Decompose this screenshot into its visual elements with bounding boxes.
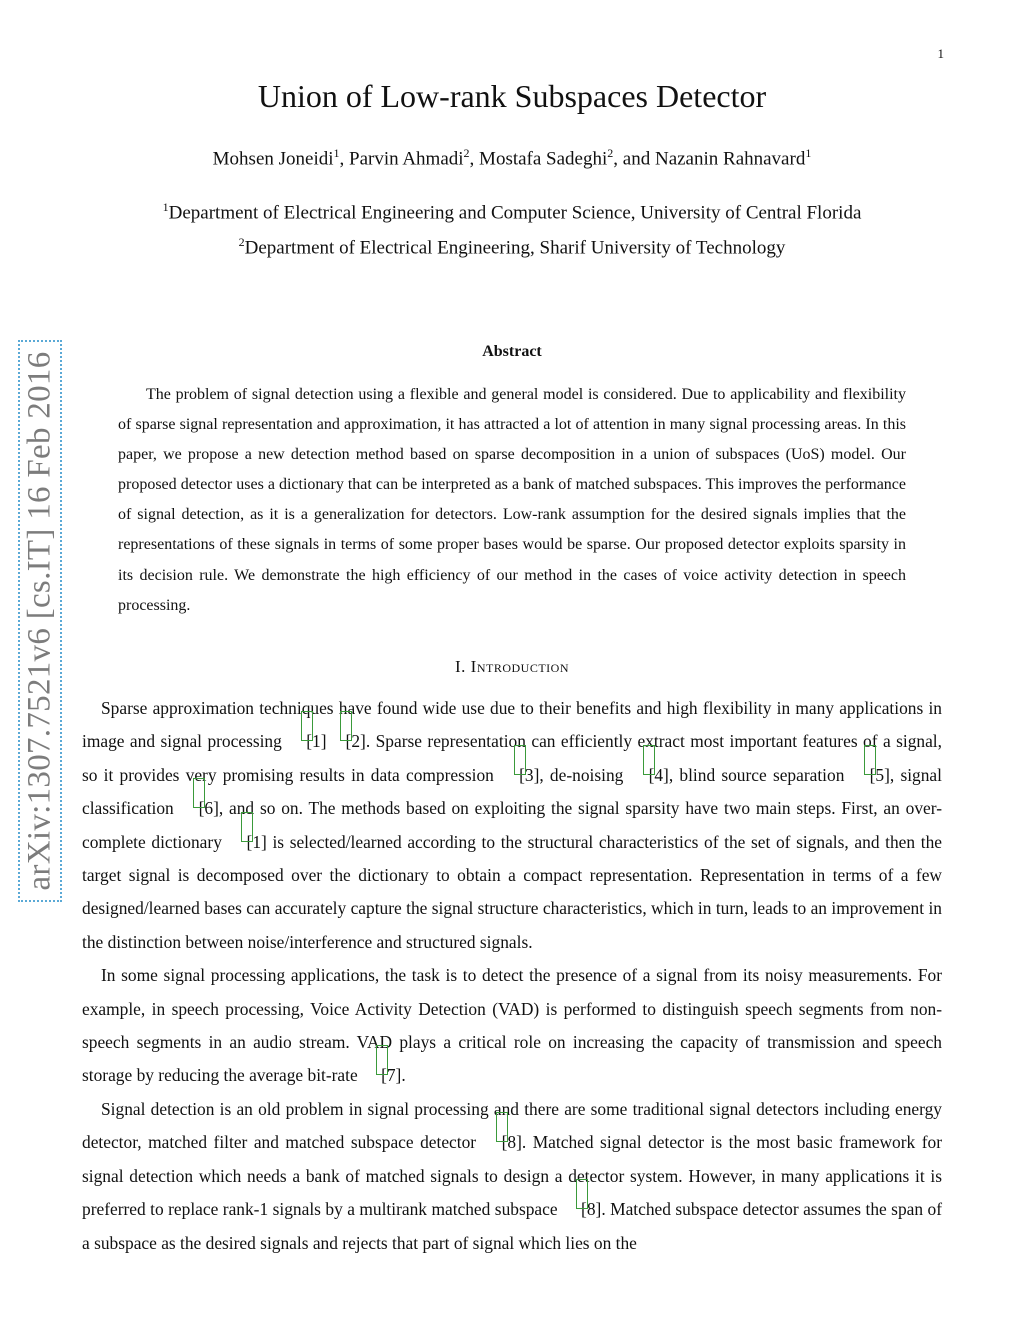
author-separator: ,: [339, 148, 350, 170]
citation-link-box: [643, 745, 655, 775]
citation-link[interactable]: [2]: [327, 725, 366, 758]
citation-link[interactable]: [3]: [500, 759, 539, 792]
author-name: Mostafa Sadeghi: [479, 148, 608, 170]
citation-link-box: [514, 745, 526, 775]
citation-link-box: [241, 812, 253, 842]
citation-link-box: [301, 711, 313, 741]
citation-link[interactable]: [1]: [287, 725, 326, 758]
author-name: Nazanin Rahnavard: [654, 148, 806, 170]
citation-link-box: [340, 711, 352, 741]
introduction-paragraph: [82, 692, 942, 959]
author-list: [0, 146, 1024, 170]
author-affiliation-marker: 2: [463, 146, 470, 160]
arxiv-stamp[interactable]: [18, 340, 62, 902]
paragraph-text: In some signal processing applications, the task is to detect the presence of a signal from its noisy measurements. For example, in speech processing, Voice Activity Detection (VAD) is performed to distinguish speech segments from non-speech segments in an audio stream. VAD plays a critical role on increasing the capacity of transmission and speech storage by reducing the average bit-rate: [82, 965, 942, 1086]
citation-link[interactable]: [4]: [630, 759, 669, 792]
paragraph-text: . Matched signal detector is the most basic framework for signal detection which needs a bank of matched signals to design a detector system. However, in many applications it is preferred to replace rank-1 signals by a multirank matched subspace: [82, 1132, 942, 1220]
page-number: 1: [937, 46, 944, 61]
abstract-heading: Abstract: [482, 343, 542, 360]
paragraph-text: .: [401, 1065, 406, 1086]
paragraph-text: Sparse approximation techniques have found wide use due to their benefits and high flexibility in many applications in image and signal processing: [82, 698, 942, 752]
author-separator: ,: [469, 148, 480, 170]
affiliation-1: [0, 200, 1024, 224]
paragraph-text: Signal detection is an old problem in signal processing and there are some traditional signal detectors including energy detector, matched filter and matched subspace detector: [82, 1098, 942, 1153]
citation-link-box: [864, 745, 876, 775]
introduction-paragraph: [82, 1093, 942, 1260]
paragraph-text: , signal classification: [82, 764, 942, 819]
paragraph-text: . Sparse representation can efficiently extract most important features of a signal, so it provides very promising results in data compression: [82, 731, 942, 785]
introduction-body: [82, 692, 942, 1260]
author-affiliation-marker: 2: [607, 146, 614, 160]
introduction-paragraph: [82, 959, 942, 1093]
affiliation-1-marker: 1: [162, 200, 169, 214]
citation-link[interactable]: [6]: [180, 792, 219, 825]
paper-title: Union of Low-rank Subspaces Detector: [257, 78, 767, 114]
author-name: Mohsen Joneidi: [212, 148, 334, 170]
citation-link-box: [193, 778, 205, 808]
abstract-body: The problem of signal detection using a flexible and general model is considered. Due to applicability and flexibility of sparse signal representation and approximation, it has attracted a lot of attention in many signal processing areas. In this paper, we propose a new detection method based on sparse decomposition in a union of subspaces (UoS) model. Our proposed detector uses a dictionary that can be interpreted as a bank of matched subspaces. This improves the performance of signal detection, as it is a generalization for detectors. Low-rank assumption for the desired signals implies that the representations of these signals in terms of some proper bases would be sparse. Our proposed detector exploits sparsity in its decision rule. We demonstrate the high efficiency of our method in the cases of voice activity detection in speech processing.: [118, 386, 906, 614]
citation-link[interactable]: [1]: [228, 826, 267, 859]
citation-link[interactable]: [5]: [851, 759, 890, 792]
author-separator: , and: [613, 148, 655, 170]
citation-link[interactable]: [8]: [562, 1193, 601, 1226]
citation-link[interactable]: [7]: [362, 1059, 401, 1092]
paragraph-text: . Matched subspace detector assumes the span of a subspace as the desired signals and rejects that part of signal which lies on the: [82, 1199, 942, 1253]
citation-link-box: [576, 1179, 588, 1209]
author-affiliation-marker: 1: [805, 146, 812, 160]
paragraph-text: , blind source separation: [668, 764, 851, 785]
affiliation-2: [0, 235, 1024, 259]
arxiv-stamp-text: arXiv:1307.7521v6 [cs.IT] 16 Feb 2016: [21, 351, 58, 891]
author-name: Parvin Ahmadi: [349, 148, 464, 170]
paragraph-text: , and so on. The methods based on exploiting the signal sparsity have two main steps. First, an over-complete dictionary: [82, 798, 943, 852]
citation-link-box: [376, 1045, 388, 1075]
affiliation-2-text: Department of Electrical Engineering, Sharif University of Technology: [244, 237, 786, 259]
paragraph-text: is selected/learned according to the structural characteristics of the set of signals, and then the target signal is decomposed over the dictionary to obtain a compact representation. Representation in terms of a few designed/learned bases can accurately capture the signal structure characteristics, which in turn, leads to an improvement in the distinction between noise/interference and structured signals.: [82, 831, 942, 952]
author-affiliation-marker: 1: [333, 146, 340, 160]
paragraph-text: , de-noising: [539, 764, 630, 785]
citation-link[interactable]: [8]: [483, 1126, 522, 1159]
affiliation-2-marker: 2: [238, 235, 245, 249]
affiliation-1-text: Department of Electrical Engineering and Computer Science, University of Central Florida: [168, 202, 862, 224]
citation-link-box: [496, 1112, 508, 1142]
section-heading-introduction: I. Introduction: [455, 657, 569, 676]
